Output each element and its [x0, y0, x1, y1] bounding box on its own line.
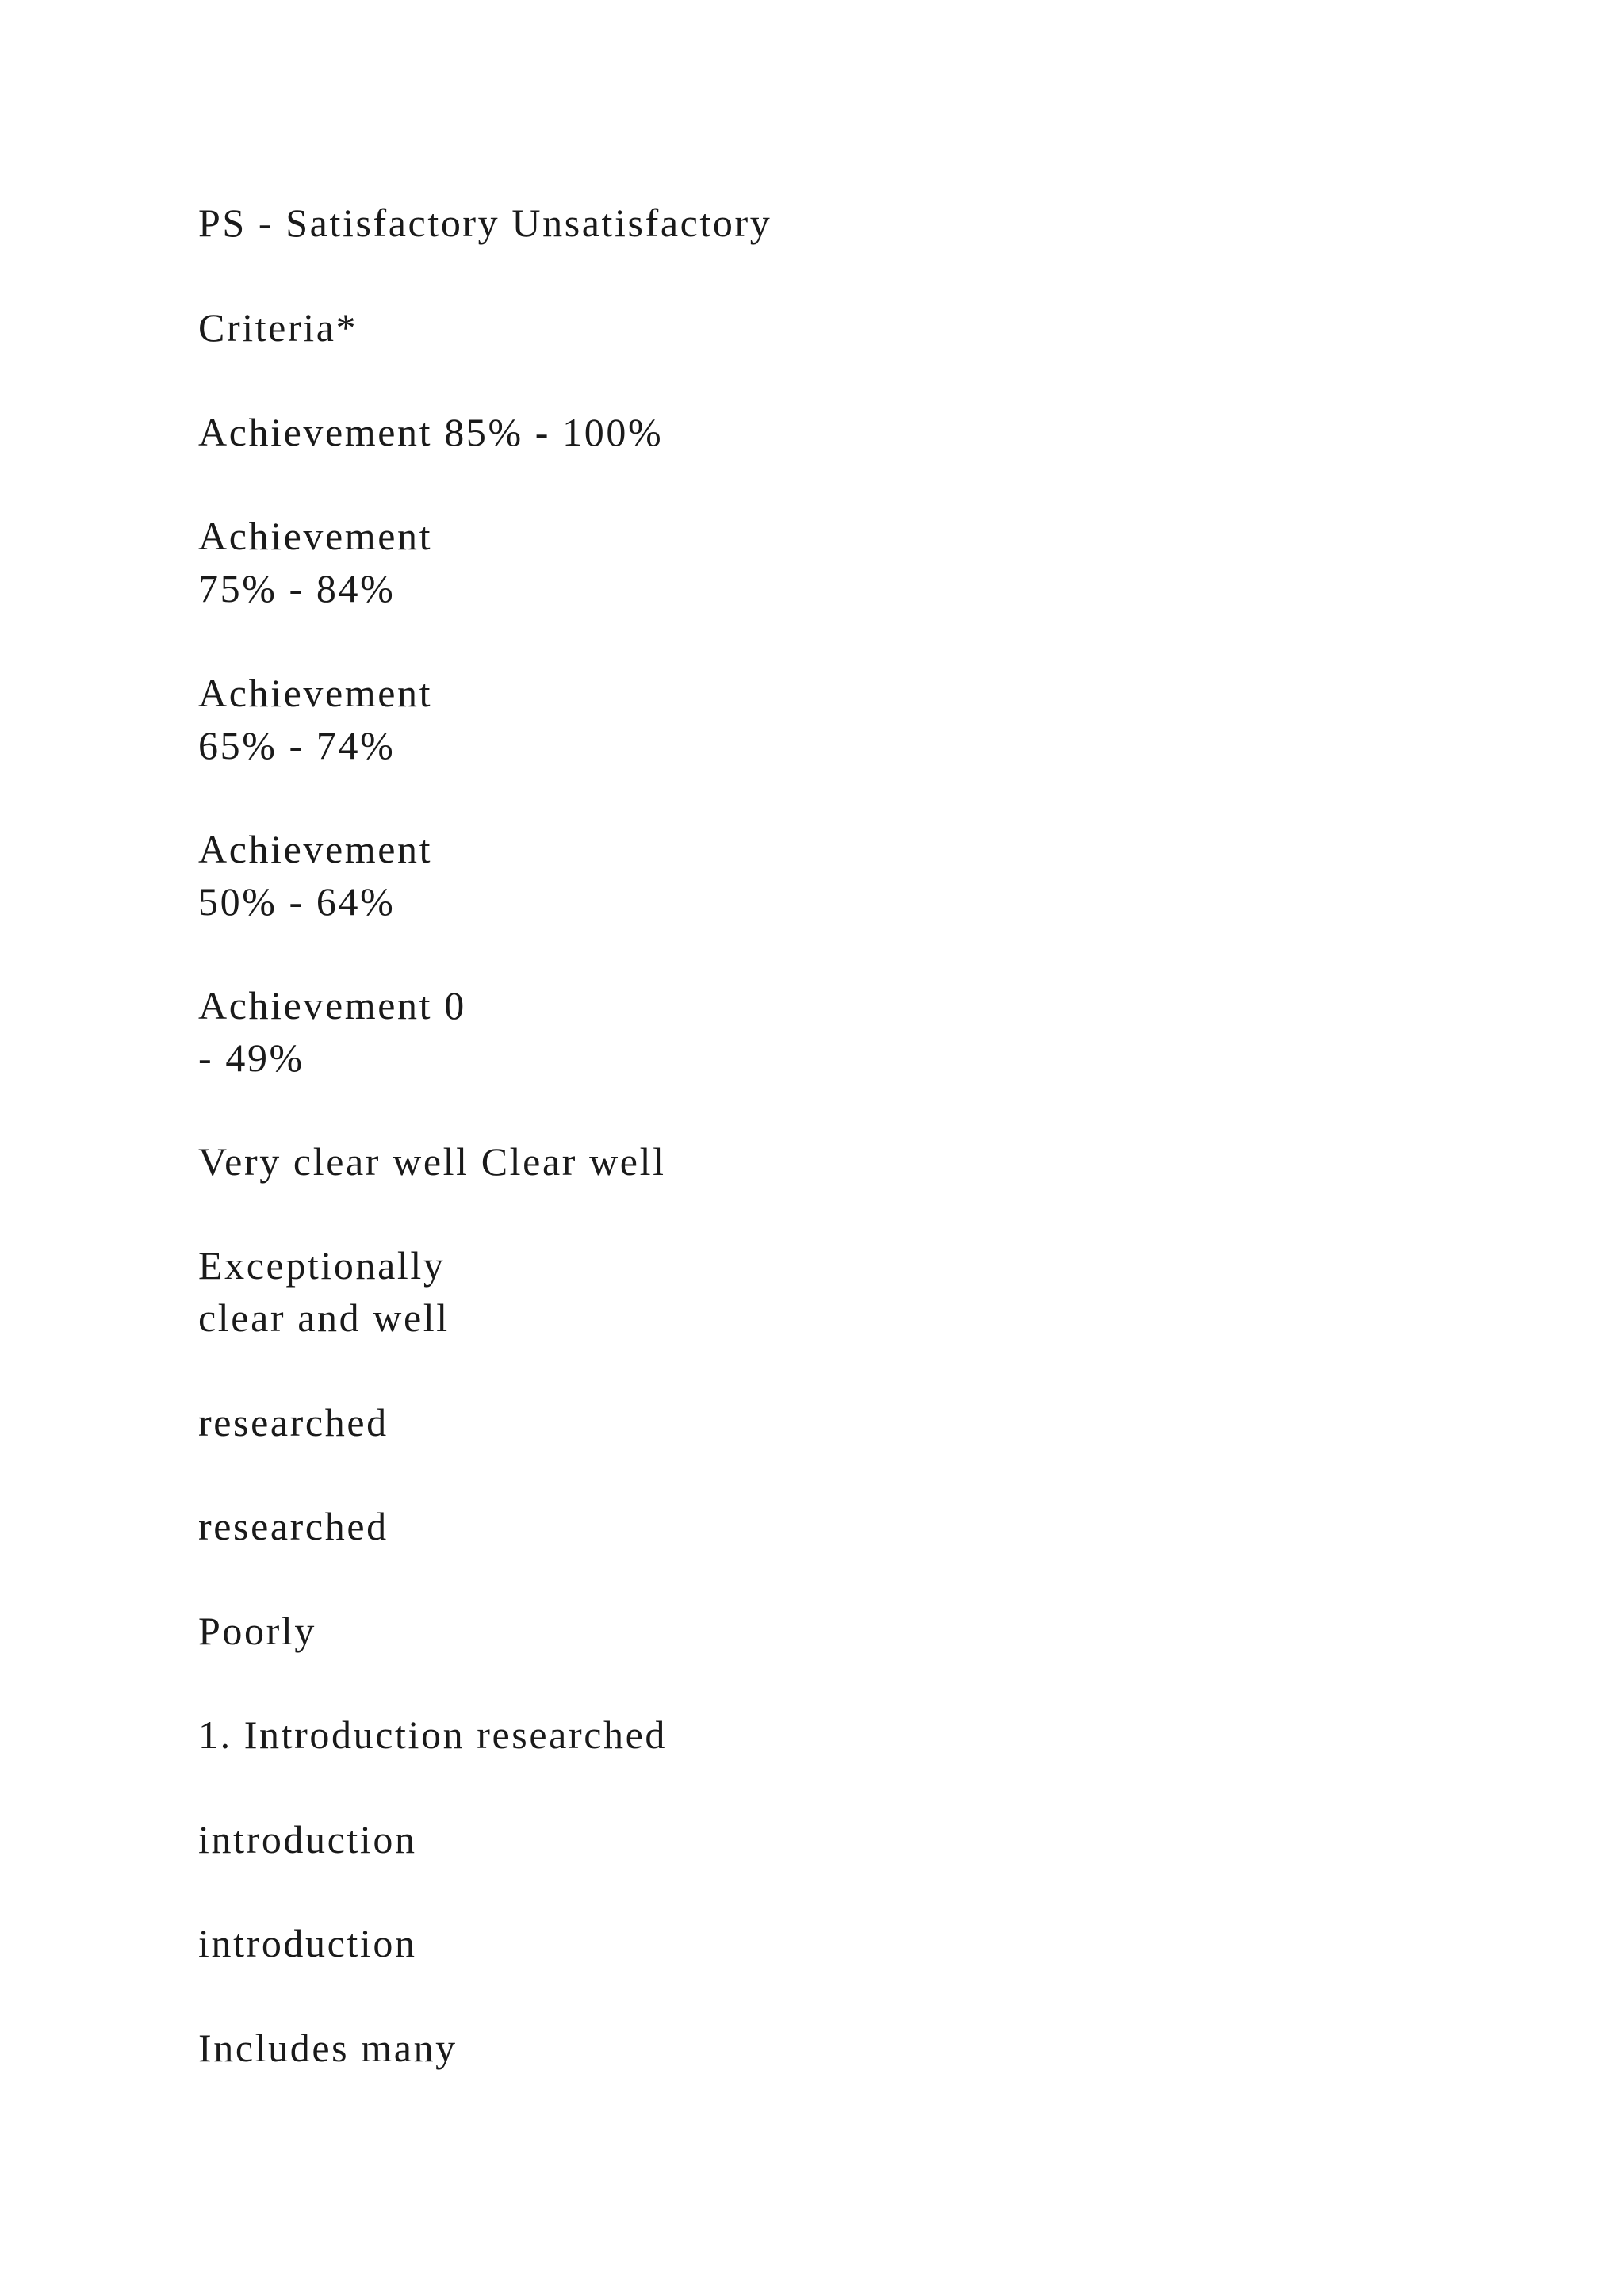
paragraph-6 [198, 823, 432, 928]
paragraph-15 [198, 1917, 417, 1969]
paragraph-10 [198, 1396, 389, 1448]
text-line: 50% - 64% [198, 879, 396, 924]
paragraph-3 [198, 406, 663, 458]
paragraph-1 [198, 197, 772, 249]
text-line: introduction [198, 1921, 417, 1965]
paragraph-8 [198, 1135, 666, 1188]
paragraph-5 [198, 667, 432, 771]
text-line: Includes many [198, 2026, 458, 2070]
text-line: Achievement [198, 671, 433, 715]
text-line: Achievement 0 [198, 983, 466, 1027]
text-line: introduction [198, 1817, 417, 1862]
text-line: 75% - 84% [198, 566, 396, 610]
text-line: Achievement 85% - 100% [198, 410, 664, 454]
text-line: researched [198, 1400, 389, 1445]
paragraph-13 [198, 1709, 667, 1761]
text-line: Poorly [198, 1609, 316, 1653]
paragraph-7 [198, 979, 466, 1084]
paragraph-4 [198, 510, 432, 614]
text-line: PS - Satisfactory Unsatisfactory [198, 201, 772, 245]
text-line: Criteria* [198, 305, 358, 350]
text-line: 1. Introduction researched [198, 1712, 667, 1757]
paragraph-11 [198, 1500, 389, 1552]
text-line: Achievement [198, 827, 433, 871]
paragraph-16 [198, 2022, 458, 2074]
paragraph-14 [198, 1813, 417, 1866]
paragraph-12 [198, 1605, 316, 1657]
text-line: Exceptionally [198, 1243, 446, 1288]
text-line: Very clear well Clear well [198, 1139, 666, 1184]
text-line: 65% - 74% [198, 723, 396, 767]
text-line: - 49% [198, 1035, 304, 1080]
paragraph-2 [198, 301, 358, 354]
paragraph-9 [198, 1239, 450, 1344]
text-line: researched [198, 1504, 389, 1548]
text-line: clear and well [198, 1295, 450, 1340]
text-line: Achievement [198, 514, 433, 558]
